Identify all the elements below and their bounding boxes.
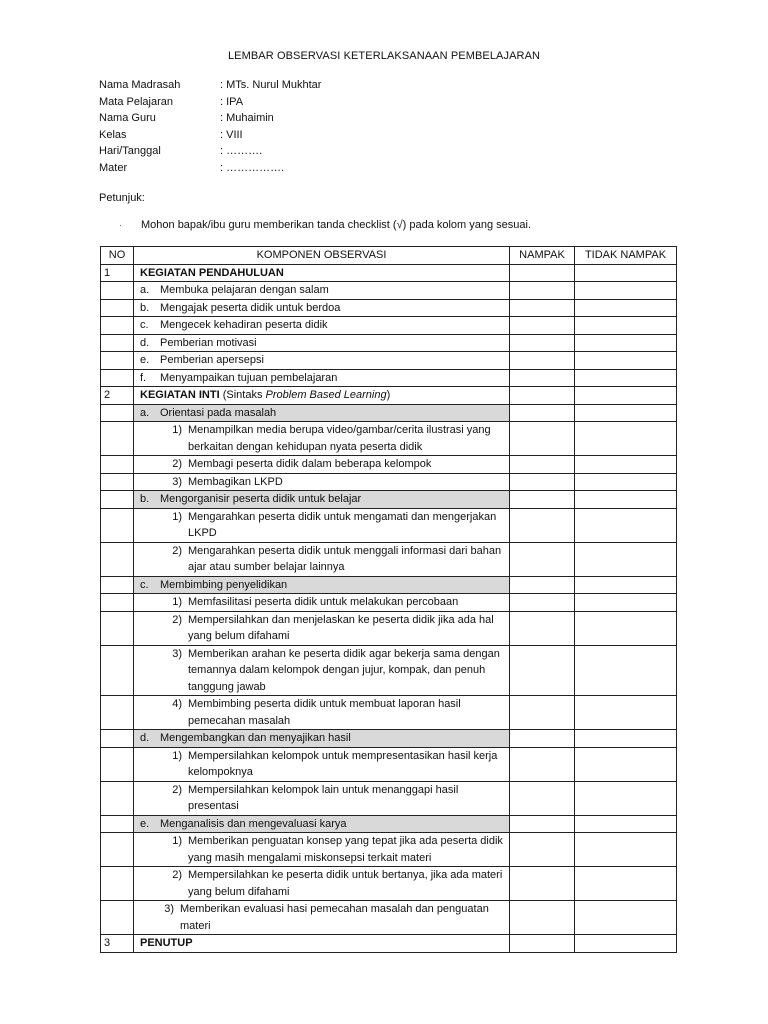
row-number bbox=[101, 317, 134, 335]
component-label: Menampilkan media berupa video/gambar/cerita ilustrasi yang berkaitan dengan kehidupan nyata peserta didik bbox=[188, 424, 491, 453]
component-cell bbox=[134, 299, 510, 317]
table-row-sub bbox=[101, 422, 677, 456]
component-content bbox=[140, 282, 506, 299]
component-text bbox=[188, 782, 506, 815]
row-number bbox=[101, 781, 134, 815]
item-marker: e. bbox=[140, 354, 150, 366]
table-row-item bbox=[101, 369, 677, 387]
checkbox-not-visible-cell[interactable] bbox=[575, 404, 677, 422]
component-label: Menyampaikan tujuan pembelajaran bbox=[160, 371, 338, 384]
component-label: Membuka pelajaran dengan salam bbox=[160, 284, 329, 296]
component-text bbox=[188, 422, 506, 455]
component-cell bbox=[134, 282, 510, 300]
checkbox-not-visible-cell[interactable] bbox=[575, 867, 677, 901]
component-text bbox=[140, 935, 506, 952]
item-marker: 2) bbox=[172, 458, 182, 470]
component-label: Memfasilitasi peserta didik untuk melakukan percobaan bbox=[188, 596, 459, 608]
row-number bbox=[101, 508, 134, 542]
component-text bbox=[188, 474, 506, 491]
row-number bbox=[101, 867, 134, 901]
component-cell bbox=[134, 833, 510, 867]
component-label: Mengecek kehadiran peserta didik bbox=[160, 319, 328, 331]
item-marker: 1) bbox=[172, 510, 182, 523]
instructions-label: Petunjuk: bbox=[99, 192, 145, 204]
checkbox-visible-cell[interactable] bbox=[510, 456, 575, 474]
row-number bbox=[101, 594, 134, 612]
component-cell bbox=[134, 867, 510, 901]
component-text bbox=[188, 594, 506, 611]
component-content bbox=[160, 474, 506, 491]
component-label: PENUTUP bbox=[140, 937, 193, 949]
item-marker: 2) bbox=[172, 544, 182, 557]
row-number: 3 bbox=[101, 935, 134, 953]
table-row-sub bbox=[101, 867, 677, 901]
component-label: Orientasi pada masalah bbox=[160, 406, 277, 419]
table-row-sub bbox=[101, 542, 677, 576]
component-content bbox=[140, 935, 506, 952]
component-content bbox=[160, 833, 506, 866]
component-text bbox=[160, 405, 506, 422]
checkbox-not-visible-cell[interactable] bbox=[575, 645, 677, 696]
component-cell bbox=[134, 369, 510, 387]
row-number bbox=[101, 299, 134, 317]
component-label: Membimbing peserta didik untuk membuat laporan hasil pemecahan masalah bbox=[188, 698, 461, 727]
item-marker: c. bbox=[140, 319, 149, 331]
component-text bbox=[188, 833, 506, 866]
component-text bbox=[180, 901, 506, 934]
item-marker: 3) bbox=[172, 475, 182, 488]
checkbox-visible-cell[interactable] bbox=[510, 387, 575, 405]
checkbox-visible-cell[interactable] bbox=[510, 473, 575, 491]
info-row-subject bbox=[99, 94, 321, 111]
item-marker: 2) bbox=[172, 783, 182, 796]
table-row-step bbox=[101, 404, 677, 422]
checkbox-visible-cell[interactable] bbox=[510, 781, 575, 815]
component-content bbox=[160, 509, 506, 542]
component-cell bbox=[134, 264, 510, 282]
component-cell bbox=[134, 352, 510, 370]
component-label: Membagikan LKPD bbox=[188, 475, 283, 488]
checkbox-not-visible-cell[interactable] bbox=[575, 833, 677, 867]
component-cell bbox=[134, 456, 510, 474]
checkbox-not-visible-cell[interactable] bbox=[575, 473, 677, 491]
table-row-item bbox=[101, 282, 677, 300]
checkbox-not-visible-cell[interactable] bbox=[575, 747, 677, 781]
component-content bbox=[160, 696, 506, 729]
component-label: Mengajak peserta didik untuk berdoa bbox=[160, 301, 341, 314]
header-no: NO bbox=[101, 247, 134, 265]
component-label: Mempersilahkan kelompok untuk mempresentasikan hasil kerja kelompoknya bbox=[188, 749, 498, 778]
table-row-step bbox=[101, 491, 677, 509]
row-number bbox=[101, 334, 134, 352]
component-label: Pemberian motivasi bbox=[160, 336, 257, 349]
component-cell bbox=[134, 645, 510, 696]
instruction-item bbox=[119, 219, 531, 233]
checkbox-not-visible-cell[interactable] bbox=[575, 387, 677, 405]
row-number bbox=[101, 696, 134, 730]
checkbox-not-visible-cell[interactable] bbox=[575, 264, 677, 282]
row-number bbox=[101, 491, 134, 509]
checkbox-not-visible-cell[interactable] bbox=[575, 815, 677, 833]
row-number bbox=[101, 747, 134, 781]
item-marker: f. bbox=[140, 371, 147, 384]
checkbox-visible-cell[interactable] bbox=[510, 747, 575, 781]
item-marker: 2) bbox=[172, 613, 182, 626]
row-number bbox=[101, 352, 134, 370]
row-number bbox=[101, 901, 134, 935]
component-label: Membimbing penyelidikan bbox=[160, 578, 288, 591]
row-number bbox=[101, 456, 134, 474]
checkbox-visible-cell[interactable] bbox=[510, 867, 575, 901]
observation-table bbox=[100, 246, 677, 953]
component-text bbox=[188, 867, 506, 900]
table-row-sub bbox=[101, 781, 677, 815]
syntax-note-model: Problem Based Learning bbox=[265, 389, 387, 401]
component-content bbox=[140, 300, 506, 317]
component-text bbox=[188, 748, 506, 781]
component-content bbox=[140, 317, 506, 334]
component-cell bbox=[134, 611, 510, 645]
row-number bbox=[101, 542, 134, 576]
component-text bbox=[160, 491, 506, 508]
info-value: : VIII bbox=[220, 128, 243, 141]
component-text bbox=[160, 370, 506, 387]
component-content bbox=[160, 543, 506, 576]
component-cell bbox=[134, 935, 510, 953]
row-number bbox=[101, 815, 134, 833]
component-cell bbox=[134, 473, 510, 491]
row-number: 2 bbox=[101, 387, 134, 405]
table-row-stage bbox=[101, 935, 677, 953]
checkbox-not-visible-cell[interactable] bbox=[575, 422, 677, 456]
info-block bbox=[99, 77, 321, 176]
info-label: Nama Madrasah bbox=[99, 79, 181, 91]
checkbox-not-visible-cell[interactable] bbox=[575, 781, 677, 815]
bullet-icon: · bbox=[119, 221, 122, 230]
checkbox-not-visible-cell[interactable] bbox=[575, 456, 677, 474]
table-row-stage bbox=[101, 387, 677, 405]
component-content bbox=[160, 594, 506, 611]
checkbox-visible-cell[interactable] bbox=[510, 491, 575, 509]
row-number bbox=[101, 369, 134, 387]
checkbox-visible-cell[interactable] bbox=[510, 935, 575, 953]
checkbox-visible-cell[interactable] bbox=[510, 901, 575, 935]
component-cell bbox=[134, 334, 510, 352]
item-marker: c. bbox=[140, 578, 149, 591]
header-not-visible: TIDAK NAMPAK bbox=[575, 247, 677, 265]
component-text bbox=[188, 696, 506, 729]
component-label: Menganalisis dan mengevaluasi karya bbox=[160, 817, 347, 830]
item-marker: a. bbox=[140, 406, 150, 419]
component-label: KEGIATAN PENDAHULUAN bbox=[140, 266, 284, 279]
component-cell bbox=[134, 696, 510, 730]
info-value: : ……………. bbox=[220, 161, 285, 174]
checkbox-not-visible-cell[interactable] bbox=[575, 576, 677, 594]
checkbox-not-visible-cell[interactable] bbox=[575, 935, 677, 953]
component-text bbox=[160, 282, 506, 299]
checkbox-visible-cell[interactable] bbox=[510, 508, 575, 542]
info-label: Hari/Tanggal bbox=[99, 145, 161, 157]
header-visible: NAMPAK bbox=[510, 247, 575, 265]
item-marker: b. bbox=[140, 493, 150, 505]
component-label: Mempersilahkan ke peserta didik untuk bertanya, jika ada materi yang belum difahami bbox=[188, 869, 503, 898]
page-title: LEMBAR OBSERVASI KETERLAKSANAAN PEMBELAJARAN bbox=[227, 50, 541, 62]
item-marker: 2) bbox=[172, 869, 182, 881]
checkbox-visible-cell[interactable] bbox=[510, 369, 575, 387]
component-label: Memberikan evaluasi hasi pemecahan masalah dan penguatan materi bbox=[180, 903, 489, 932]
info-value: : ………. bbox=[220, 145, 263, 157]
info-label: Mater bbox=[99, 161, 128, 174]
checkbox-not-visible-cell[interactable] bbox=[575, 508, 677, 542]
component-text bbox=[160, 730, 506, 747]
component-text bbox=[188, 612, 506, 645]
component-content bbox=[160, 612, 506, 645]
info-row-madrasah bbox=[99, 77, 321, 94]
row-number bbox=[101, 404, 134, 422]
row-number bbox=[101, 611, 134, 645]
checkbox-not-visible-cell[interactable] bbox=[575, 282, 677, 300]
table-row-sub bbox=[101, 456, 677, 474]
component-cell bbox=[134, 317, 510, 335]
checkbox-visible-cell[interactable] bbox=[510, 299, 575, 317]
component-label: Mengorganisir peserta didik untuk belajar bbox=[160, 493, 362, 505]
row-number bbox=[101, 422, 134, 456]
item-marker: b. bbox=[140, 301, 150, 314]
checkbox-not-visible-cell[interactable] bbox=[575, 369, 677, 387]
component-content bbox=[140, 352, 506, 369]
item-marker: 1) bbox=[172, 424, 182, 436]
component-label: Mengembangkan dan menyajikan hasil bbox=[160, 732, 351, 744]
checkbox-visible-cell[interactable] bbox=[510, 696, 575, 730]
component-label: Memberikan penguatan konsep yang tepat jika ada peserta didik yang masih mengalami miskonsepsi terkait materi bbox=[188, 835, 503, 864]
info-row-teacher bbox=[99, 110, 321, 127]
component-content bbox=[160, 422, 506, 455]
table-row-step bbox=[101, 576, 677, 594]
component-content bbox=[160, 748, 506, 781]
component-label: Mengarahkan peserta didik untuk menggali informasi dari bahan ajar atau sumber belajar lainnya bbox=[188, 544, 502, 573]
component-content bbox=[160, 456, 506, 473]
checkbox-visible-cell[interactable] bbox=[510, 645, 575, 696]
component-label: Mengarahkan peserta didik untuk mengamati dan mengerjakan LKPD bbox=[188, 510, 497, 539]
component-text bbox=[140, 265, 506, 282]
component-content bbox=[140, 730, 506, 747]
info-label: Kelas bbox=[99, 128, 127, 141]
table-row-stage bbox=[101, 264, 677, 282]
component-label: Memberikan arahan ke peserta didik agar bekerja sama dengan temannya dalam kelompok dengan jujur, kompak, dan penuh tanggung jawab bbox=[188, 647, 500, 693]
component-content bbox=[160, 867, 506, 900]
info-value: : Muhaimin bbox=[220, 112, 274, 124]
component-text bbox=[188, 543, 506, 576]
row-number bbox=[101, 576, 134, 594]
component-content bbox=[140, 335, 506, 352]
table-row-sub bbox=[101, 901, 677, 935]
checkbox-not-visible-cell[interactable] bbox=[575, 352, 677, 370]
component-text bbox=[160, 352, 506, 369]
table-row-step bbox=[101, 815, 677, 833]
item-marker: 3) bbox=[164, 903, 174, 915]
component-cell bbox=[134, 730, 510, 748]
checkbox-not-visible-cell[interactable] bbox=[575, 491, 677, 509]
component-text bbox=[160, 335, 506, 352]
row-number bbox=[101, 833, 134, 867]
checkbox-not-visible-cell[interactable] bbox=[575, 594, 677, 612]
checkbox-not-visible-cell[interactable] bbox=[575, 696, 677, 730]
checkbox-not-visible-cell[interactable] bbox=[575, 334, 677, 352]
component-cell bbox=[134, 491, 510, 509]
info-value: : MTs. Nurul Mukhtar bbox=[220, 79, 322, 91]
component-content bbox=[160, 782, 506, 815]
checkbox-visible-cell[interactable] bbox=[510, 282, 575, 300]
component-cell bbox=[134, 542, 510, 576]
row-number: 1 bbox=[101, 264, 134, 282]
item-marker: 1) bbox=[172, 596, 182, 608]
component-content bbox=[140, 265, 506, 282]
table-row-sub bbox=[101, 594, 677, 612]
table-row-item bbox=[101, 299, 677, 317]
component-label: KEGIATAN INTI bbox=[140, 389, 220, 401]
item-marker: 3) bbox=[172, 647, 182, 660]
item-marker: e. bbox=[140, 817, 150, 830]
component-cell bbox=[134, 576, 510, 594]
info-row-material bbox=[99, 160, 321, 177]
item-marker: 4) bbox=[172, 698, 182, 710]
syntax-note-suffix: ) bbox=[386, 389, 391, 401]
checkbox-not-visible-cell[interactable] bbox=[575, 730, 677, 748]
checkbox-visible-cell[interactable] bbox=[510, 352, 575, 370]
component-text bbox=[160, 816, 506, 833]
item-marker: d. bbox=[140, 732, 150, 744]
item-marker: 1) bbox=[172, 749, 182, 762]
component-label: Mempersilahkan dan menjelaskan ke peserta didik jika ada hal yang belum difahami bbox=[188, 613, 494, 642]
component-text bbox=[188, 456, 506, 473]
component-cell bbox=[134, 404, 510, 422]
component-label: Mempersilahkan kelompok lain untuk menanggapi hasil presentasi bbox=[188, 783, 459, 812]
component-cell bbox=[134, 422, 510, 456]
table-row-sub bbox=[101, 473, 677, 491]
component-content bbox=[140, 577, 506, 594]
syntax-note-prefix: (Sintaks bbox=[219, 389, 266, 401]
checkbox-visible-cell[interactable] bbox=[510, 422, 575, 456]
item-marker: a. bbox=[140, 284, 150, 296]
checkbox-not-visible-cell[interactable] bbox=[575, 317, 677, 335]
checkbox-visible-cell[interactable] bbox=[510, 404, 575, 422]
checkbox-not-visible-cell[interactable] bbox=[575, 611, 677, 645]
checkbox-visible-cell[interactable] bbox=[510, 730, 575, 748]
info-label: Nama Guru bbox=[99, 112, 156, 124]
component-label: Membagi peserta didik dalam beberapa kelompok bbox=[188, 458, 432, 470]
table-body bbox=[101, 264, 677, 952]
info-row-date bbox=[99, 143, 321, 160]
checkbox-not-visible-cell[interactable] bbox=[575, 542, 677, 576]
component-text bbox=[160, 577, 506, 594]
component-cell bbox=[134, 901, 510, 935]
item-marker: 1) bbox=[172, 835, 182, 847]
component-text bbox=[160, 317, 506, 334]
checkbox-visible-cell[interactable] bbox=[510, 594, 575, 612]
checkbox-not-visible-cell[interactable] bbox=[575, 299, 677, 317]
row-number bbox=[101, 473, 134, 491]
component-content bbox=[140, 816, 506, 833]
component-cell bbox=[134, 387, 510, 405]
component-cell bbox=[134, 815, 510, 833]
component-text bbox=[188, 509, 506, 542]
component-text bbox=[160, 300, 506, 317]
checkbox-visible-cell[interactable] bbox=[510, 833, 575, 867]
checkbox-not-visible-cell[interactable] bbox=[575, 901, 677, 935]
component-cell bbox=[134, 781, 510, 815]
row-number bbox=[101, 730, 134, 748]
component-cell bbox=[134, 508, 510, 542]
table-row-item bbox=[101, 352, 677, 370]
component-cell bbox=[134, 594, 510, 612]
checkbox-visible-cell[interactable] bbox=[510, 815, 575, 833]
info-row-class bbox=[99, 127, 321, 144]
info-value: : IPA bbox=[220, 95, 244, 108]
table-row-sub bbox=[101, 696, 677, 730]
table-header-row bbox=[101, 247, 677, 265]
component-cell bbox=[134, 747, 510, 781]
checkbox-visible-cell[interactable] bbox=[510, 576, 575, 594]
checkbox-visible-cell[interactable] bbox=[510, 611, 575, 645]
component-text bbox=[140, 387, 506, 404]
component-content bbox=[140, 491, 506, 508]
checkbox-visible-cell[interactable] bbox=[510, 264, 575, 282]
row-number bbox=[101, 645, 134, 696]
table-row-sub bbox=[101, 833, 677, 867]
table-row-step bbox=[101, 730, 677, 748]
table-row-sub bbox=[101, 508, 677, 542]
item-marker: d. bbox=[140, 336, 150, 349]
component-content bbox=[152, 901, 506, 934]
component-content bbox=[160, 646, 506, 696]
info-label: Mata Pelajaran bbox=[99, 95, 173, 108]
table-row-item bbox=[101, 334, 677, 352]
table-row-sub bbox=[101, 645, 677, 696]
table-row-sub bbox=[101, 747, 677, 781]
checkbox-visible-cell[interactable] bbox=[510, 542, 575, 576]
table-row-item bbox=[101, 317, 677, 335]
instruction-text: Mohon bapak/ibu guru memberikan tanda checklist (√) pada kolom yang sesuai. bbox=[141, 219, 532, 231]
checkbox-visible-cell[interactable] bbox=[510, 317, 575, 335]
header-component: KOMPONEN OBSERVASI bbox=[134, 247, 510, 265]
component-content bbox=[140, 387, 506, 404]
component-label: Pemberian apersepsi bbox=[160, 354, 264, 366]
component-text bbox=[188, 646, 506, 696]
row-number bbox=[101, 282, 134, 300]
table-row-sub bbox=[101, 611, 677, 645]
checkbox-visible-cell[interactable] bbox=[510, 334, 575, 352]
component-content bbox=[140, 405, 506, 422]
component-content bbox=[140, 370, 506, 387]
